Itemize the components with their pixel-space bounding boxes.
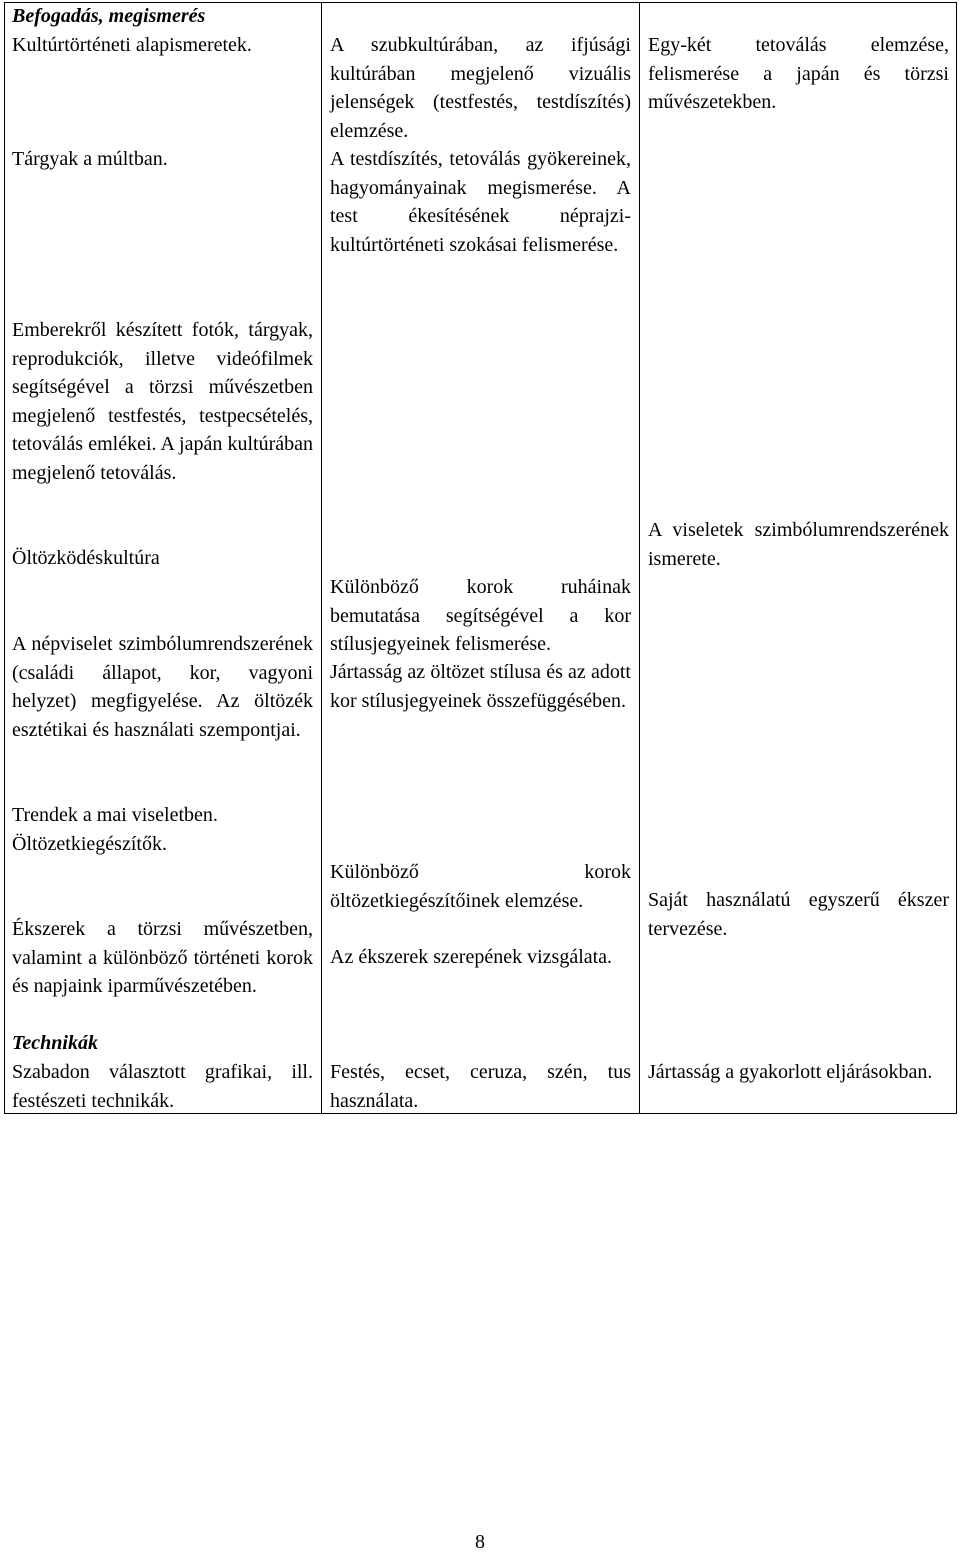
- text-viseletek: A viseletek szimbólumrendszerének ismerete.: [648, 519, 949, 570]
- text-festes: Festés, ecset, ceruza, szén, tus használata.: [330, 1061, 631, 1112]
- text-jartassag-gyakorlott: Jártasság a gyakorlott eljárásokban.: [648, 1061, 933, 1083]
- text-ekszerek: Ékszerek a törzsi művészetben, valamint a különböző történeti korok és napjaink iparművészetében.: [12, 918, 313, 998]
- text-kulturtorteneti: Kultúrtörténeti alapismeretek.: [12, 34, 252, 56]
- column-divider-1: [321, 3, 322, 1113]
- text-emberekrol: Emberekről készített fotók, tárgyak, reprodukciók, illetve videófilmek segítségével a törzsi művészetben megjelenő testfestés, testpecsételés, tetoválás emlékei. A japán kultúrában megjelenő tetoválás.: [12, 319, 313, 484]
- text-szubkultura: A szubkultúrában, az ifjúsági kultúrában megjelenő vizuális jelenségek (testfestés, testdíszítés) elemzése.: [330, 34, 631, 142]
- text-jartassag-oltozet: Jártasság az öltözet stílusa és az adott kor stílusjegyeinek összefüggésében.: [330, 661, 631, 712]
- text-sajat: Saját használatú egyszerű ékszer tervezése.: [648, 889, 949, 940]
- text-tetovalas-elemzes: Egy-két tetoválás elemzése, felismerése a japán és törzsi művészetekben.: [648, 34, 949, 114]
- text-kulonbozo-korok: Különböző korok ruháinak bemutatása segítségével a kor stílusjegyeinek felismerése.: [330, 576, 631, 656]
- text-trendek: Trendek a mai viseletben.: [12, 804, 218, 826]
- page-number: 8: [475, 1531, 485, 1553]
- column-divider-2: [639, 3, 640, 1113]
- text-szabadon: Szabadon választott grafikai, ill. festészeti technikák.: [12, 1061, 313, 1112]
- text-oltozkodeskultura: Öltözködéskultúra: [12, 547, 160, 569]
- text-testdiszites: A testdíszítés, tetoválás gyökereinek, hagyományainak megismerése. A test ékesítésének néprajzi-kultúrtörténeti szokásai felismerése.: [330, 148, 631, 256]
- section-heading-technikak: Technikák: [12, 1032, 98, 1054]
- text-nepviselet: A népviselet szimbólumrendszerének (családi állapot, kor, vagyoni helyzet) megfigyelése. Az öltözék esztétikai és használati szempontjai.: [12, 633, 313, 741]
- text-targyak: Tárgyak a múltban.: [12, 148, 168, 170]
- text-kiegeszitoinek: Különböző korok öltözetkiegészítőinek elemzése.: [330, 861, 631, 912]
- section-heading-befogadas: Befogadás, megismerés: [12, 5, 206, 27]
- text-ekszerek-szerep: Az ékszerek szerepének vizsgálata.: [330, 946, 613, 968]
- text-oltozetkiegeszitok: Öltözetkiegészítők.: [12, 833, 167, 855]
